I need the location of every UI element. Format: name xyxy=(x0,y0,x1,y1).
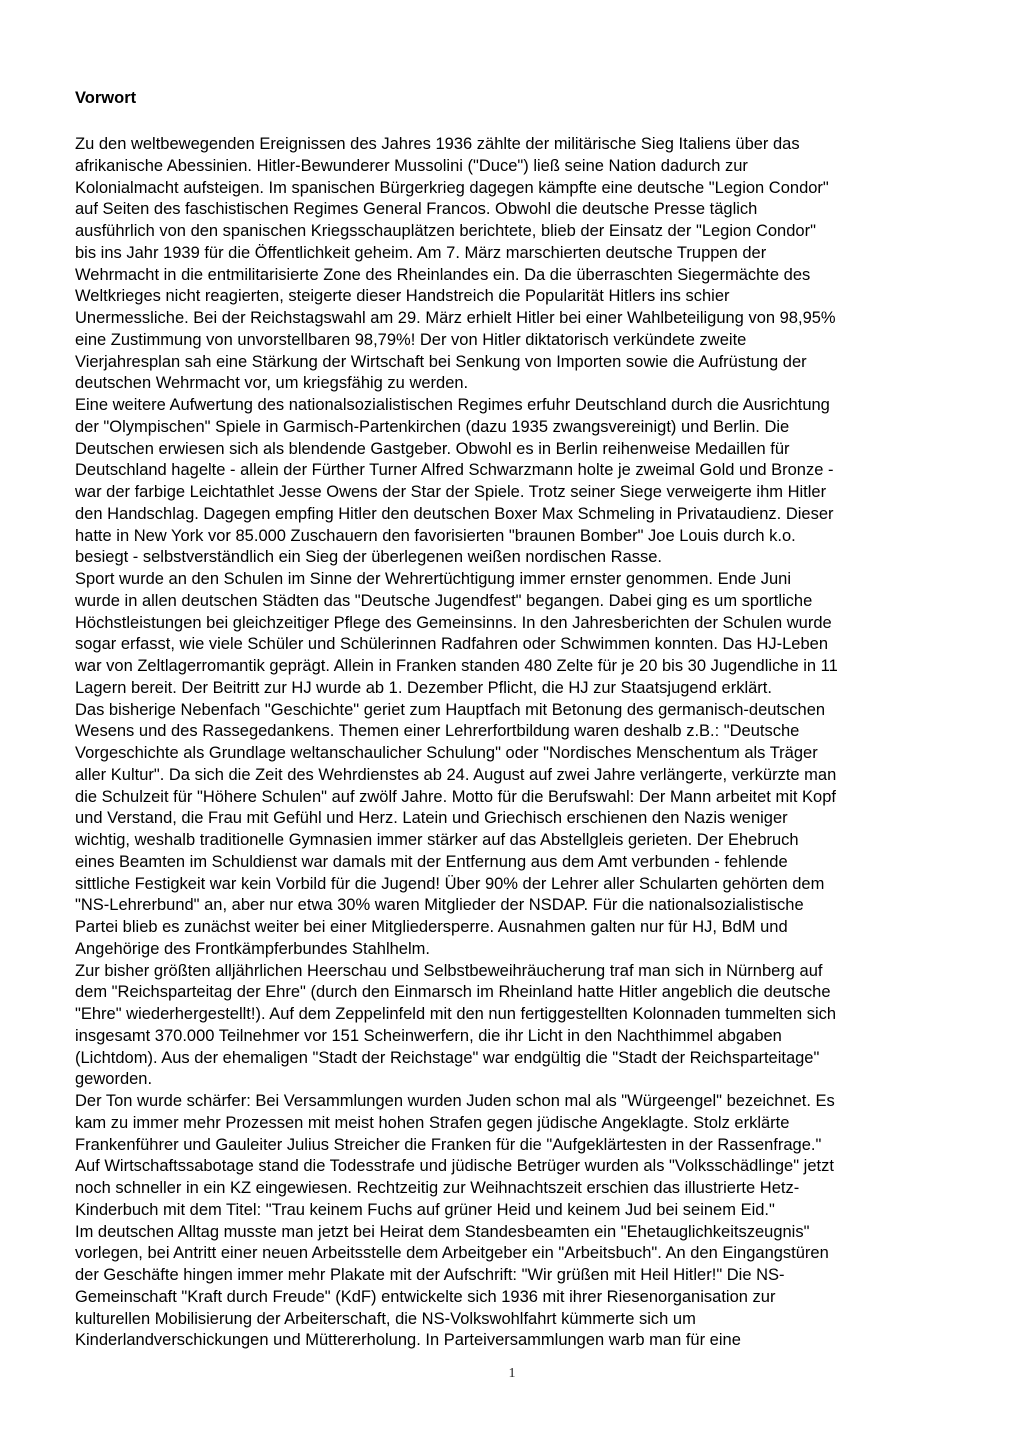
text-line: wurde in allen deutschen Städten das "Deutsche Jugendfest" begangen. Dabei ging es um sportliche xyxy=(75,591,813,610)
text-line: "NS-Lehrerbund" an, aber nur etwa 30% waren Mitglieder der NSDAP. Für die nationalsozialistische xyxy=(75,896,804,915)
text-line: Kolonialmacht aufsteigen. Im spanischen Bürgerkrieg dagegen kämpfte eine deutsche "Legion Condor" xyxy=(75,178,829,197)
text-line: (Lichtdom). Aus der ehemaligen "Stadt der Reichstage" war endgültig die "Stadt der Reichsparteitage" xyxy=(75,1048,820,1067)
text-line: Auf Wirtschaftssabotage stand die Todesstrafe und jüdische Betrüger wurden als "Volksschädlinge" jetzt xyxy=(75,1157,834,1176)
text-line: Deutschland hagelte - allein der Fürther Turner Alfred Schwarzmann holte je zweimal Gold und Bronze - xyxy=(75,461,834,480)
text-line: Sport wurde an den Schulen im Sinne der Wehrertüchtigung immer ernster genommen. Ende Juni xyxy=(75,570,791,588)
text-line: aller Kultur". Da sich die Zeit des Wehrdienstes ab 24. August auf zwei Jahre verlängerte, verkürzte man xyxy=(75,765,837,784)
text-line: bis ins Jahr 1939 für die Öffentlichkeit geheim. Am 7. März marschierten deutsche Truppen der xyxy=(75,243,767,262)
text-line: wichtig, weshalb traditionelle Gymnasien immer stärker auf das Abstellgleis gerieten. Der Ehebruch xyxy=(75,831,799,849)
text-line: Kinderbuch mit dem Titel: "Trau keinem Fuchs auf grüner Heid und keinem Jud bei seinem Eid." xyxy=(75,1200,775,1219)
text-line: Wesens und des Rassegedankens. Themen einer Lehrerfortbildung waren deshalb z.B.: "Deutsche xyxy=(75,722,800,741)
page-number: 1 xyxy=(508,1366,516,1381)
text-line: Höchstleistungen bei gleichzeitiger Pflege des Gemeinsinns. In den Jahresberichten der Schulen wurde xyxy=(75,613,832,632)
text-line: war der farbige Leichtathlet Jesse Owens der Star der Spiele. Trotz seiner Siege verweigerte ihm Hitler xyxy=(75,483,827,501)
text-line: ausführlich von den spanischen Kriegsschauplätzen berichtete, blieb der Einsatz der "Legion Condor" xyxy=(75,222,816,240)
text-line: sogar erfasst, wie viele Schüler und Schülerinnen Radfahren oder Schwimmen konnten. Das HJ-Leben xyxy=(75,635,828,654)
text-line: Gemeinschaft "Kraft durch Freude" (KdF) entwickelte sich 1936 mit ihrer Riesenorganisation zur xyxy=(75,1287,776,1306)
document-body-text xyxy=(75,134,838,1352)
text-line: eine Zustimmung von unvorstellbaren 98,79%! Der von Hitler diktatorisch verkündete zweite xyxy=(75,330,747,349)
text-line: Kinderlandverschickungen und Müttererholung. In Parteiversammlungen warb man für eine xyxy=(75,1331,741,1350)
text-line: geworden. xyxy=(75,1070,153,1089)
text-line: Lagern bereit. Der Beitritt zur HJ wurde ab 1. Dezember Pflicht, die HJ zur Staatsjugend erklärt. xyxy=(75,678,772,697)
text-line: die Schulzeit für "Höhere Schulen" auf zwölf Jahre. Motto für die Berufswahl: Der Mann arbeitet mit Kopf xyxy=(75,787,836,806)
text-line: Weltkrieges nicht reagierten, steigerte dieser Handstreich die Popularität Hitlers ins schier xyxy=(75,287,730,306)
text-line: eines Beamten im Schuldienst war damals mit der Entfernung aus dem Amt verbunden - fehlende xyxy=(75,852,788,871)
text-line: "Ehre" wiederhergestellt!). Auf dem Zeppelinfeld mit den nun fertiggestellten Kolonnaden tummelten sich xyxy=(75,1005,837,1023)
text-line: Partei blieb es zunächst weiter bei einer Mitgliedersperre. Ausnahmen galten nur für HJ, BdM und xyxy=(75,918,788,936)
text-line: dem "Reichsparteitag der Ehre" (durch den Einmarsch im Rheinland hatte Hitler angeblich die deutsche xyxy=(75,983,831,1002)
text-line: Im deutschen Alltag musste man jetzt bei Heirat dem Standesbeamten ein "Ehetauglichkeitszeugnis" xyxy=(75,1222,810,1241)
text-line: war von Zeltlagerromantik geprägt. Allein in Franken standen 480 Zelte für je 20 bis 30 Jugendliche in 11 xyxy=(75,657,838,675)
text-line: der Geschäfte hingen immer mehr Plakate mit der Aufschrift: "Wir grüßen mit Heil Hitler!" Die NS- xyxy=(75,1266,785,1284)
text-line: Zur bisher größten alljährlichen Heerschau und Selbstbeweihräucherung traf man sich in Nürnberg auf xyxy=(75,961,823,980)
text-line: Vorgeschichte als Grundlage weltanschaulicher Schulung" oder "Nordisches Menschentum als Träger xyxy=(75,744,818,762)
text-line: Zu den weltbewegenden Ereignissen des Jahres 1936 zählte der militärische Sieg Italiens über das xyxy=(75,135,800,153)
text-line: Angehörige des Frontkämpferbundes Stahlhelm. xyxy=(75,939,430,958)
text-line: Deutschen erwiesen sich als blendende Gastgeber. Obwohl es in Berlin reihenweise Medaillen für xyxy=(75,439,790,458)
text-line: sittliche Festigkeit war kein Vorbild für die Jugend! Über 90% der Lehrer aller Schularten gehörten dem xyxy=(75,874,825,893)
page-title: Vorwort xyxy=(75,89,137,107)
text-line: hatte in New York vor 85.000 Zuschauern den favorisierten "braunen Bomber" Joe Louis durch k.o. xyxy=(75,526,796,545)
text-line: Eine weitere Aufwertung des nationalsozialistischen Regimes erfuhr Deutschland durch die Ausrichtung xyxy=(75,396,830,414)
text-line: Frankenführer und Gauleiter Julius Streicher die Franken für die "Aufgeklärtesten in der Rassenfrage." xyxy=(75,1135,822,1154)
text-line: den Handschlag. Dagegen empfing Hitler den deutschen Boxer Max Schmeling in Privataudienz. Dieser xyxy=(75,504,834,523)
text-line: Unermessliche. Bei der Reichstagswahl am 29. März erhielt Hitler bei einer Wahlbeteiligung von 98,95% xyxy=(75,309,836,327)
text-line: afrikanische Abessinien. Hitler-Bewunderer Mussolini ("Duce") ließ seine Nation dadurch zur xyxy=(75,156,748,175)
text-line: der "Olympischen" Spiele in Garmisch-Partenkirchen (dazu 1935 zwangsvereinigt) und Berlin. Die xyxy=(75,417,790,436)
text-line: deutschen Wehrmacht vor, um kriegsfähig zu werden. xyxy=(75,374,469,393)
text-line: und Verstand, die Frau mit Gefühl und Herz. Latein und Griechisch erschienen den Nazis weniger xyxy=(75,809,788,828)
text-line: Das bisherige Nebenfach "Geschichte" geriet zum Hauptfach mit Betonung des germanisch-deutschen xyxy=(75,700,826,719)
text-line: noch schneller in ein KZ eingewiesen. Rechtzeitig zur Weihnachtszeit erschien das illustrierte Hetz- xyxy=(75,1179,800,1197)
text-line: auf Seiten des faschistischen Regimes General Francos. Obwohl die deutsche Presse täglich xyxy=(75,200,758,219)
text-line: kam zu immer mehr Prozessen mit meist hohen Strafen gegen jüdische Angeklagte. Stolz erklärte xyxy=(75,1113,790,1132)
text-line: besiegt - selbstverständlich ein Sieg der überlegenen weißen nordischen Rasse. xyxy=(75,548,663,567)
text-line: Vierjahresplan sah eine Stärkung der Wirtschaft bei Senkung von Importen sowie die Aufrüstung der xyxy=(75,352,807,371)
text-line: insgesamt 370.000 Teilnehmer vor 151 Scheinwerfern, die ihr Licht in den Nachthimmel abgaben xyxy=(75,1026,782,1045)
text-line: Wehrmacht in die entmilitarisierte Zone des Rheinlandes ein. Da die überraschten Siegermächte des xyxy=(75,265,811,284)
text-line: Der Ton wurde schärfer: Bei Versammlungen wurden Juden schon mal als "Würgeengel" bezeichnet. Es xyxy=(75,1092,835,1110)
text-line: vorlegen, bei Antritt einer neuen Arbeitsstelle dem Arbeitgeber ein "Arbeitsbuch". An den Eingangstüren xyxy=(75,1244,829,1263)
text-line: kulturellen Mobilisierung der Arbeiterschaft, die NS-Volkswohlfahrt kümmerte sich um xyxy=(75,1309,696,1328)
